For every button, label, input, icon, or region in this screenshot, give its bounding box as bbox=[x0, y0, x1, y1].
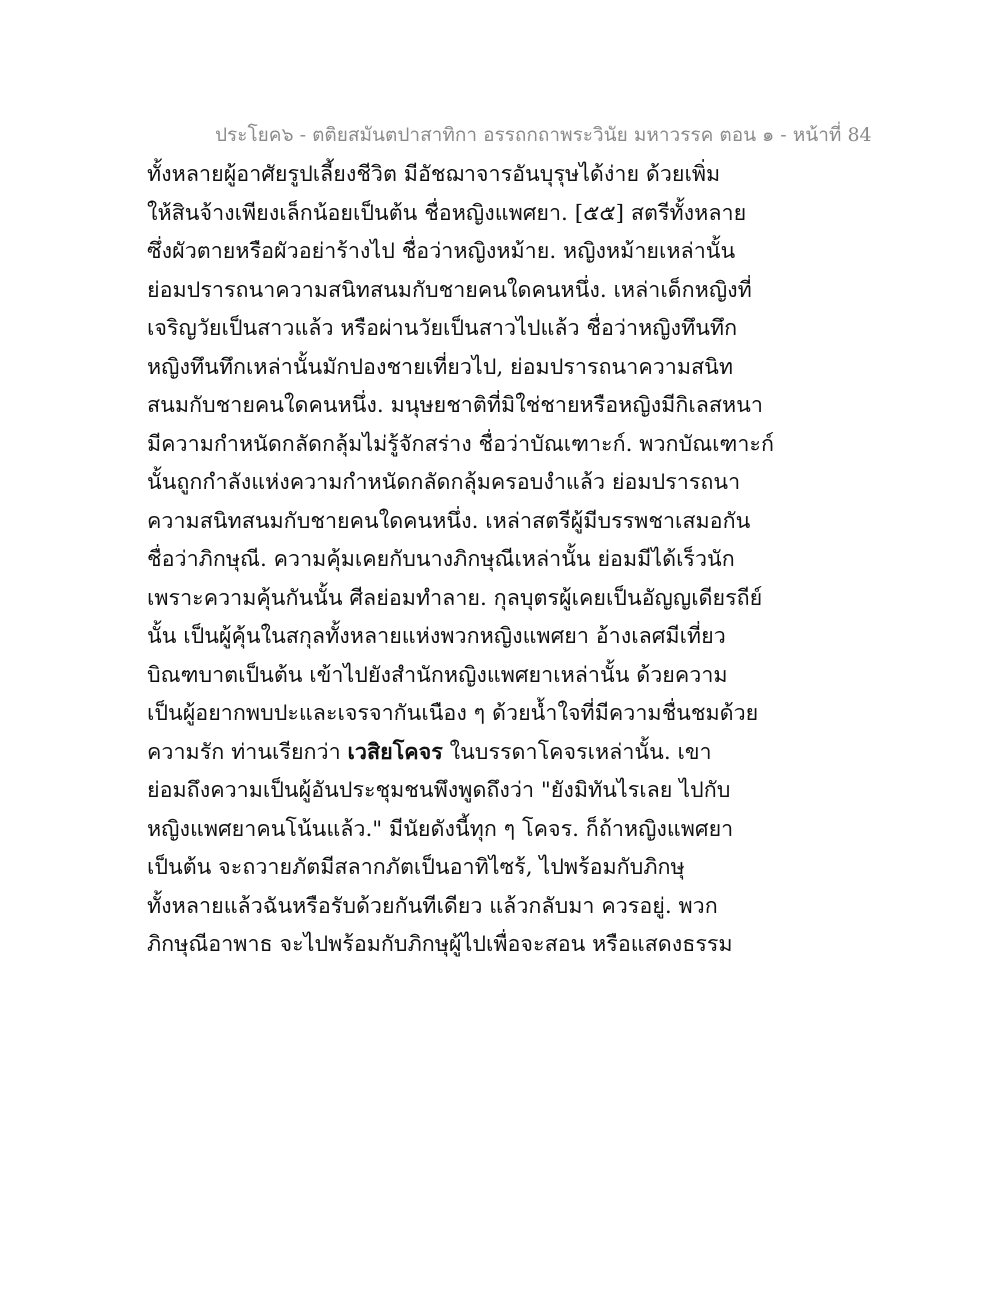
text-line: ทั้งหลายผู้อาศัยรูปเลี้ยงชีวิต มีอัชฌาจารอันบุรุษได้ง่าย ด้วยเพิ่ม bbox=[147, 162, 721, 187]
text-line: ย่อมปรารถนาความสนิทสนมกับชายคนใดคนหนึ่ง. เหล่าเด็กหญิงที่ bbox=[147, 277, 752, 303]
text-line: ซึ่งผัวตายหรือผัวอย่าร้างไป ชื่อว่าหญิงหม้าย. หญิงหม้ายเหล่านั้น bbox=[147, 239, 736, 264]
text-line: หญิงแพศยาคนโน้นแล้ว." มีนัยดังนี้ทุก ๆ โคจร. ก็ถ้าหญิงแพศยา bbox=[147, 816, 734, 842]
line-text-before: ความรัก ท่านเรียกว่า bbox=[147, 739, 348, 765]
text-line: บิณฑบาตเป็นต้น เข้าไปยังสำนักหญิงแพศยาเหล่านั้น ด้วยความ bbox=[147, 662, 728, 688]
text-line: ความสนิทสนมกับชายคนใดคนหนึ่ง. เหล่าสตรีผู้มีบรรพชาเสมอกัน bbox=[147, 508, 751, 534]
text-line: ชื่อว่าภิกษุณี. ความคุ้มเคยกับนางภิกษุณีเหล่านั้น ย่อมมีได้เร็วนัก bbox=[147, 547, 735, 572]
text-line: ภิกษุณีอาพาธ จะไปพร้อมกับภิกษุผู้ไปเพื่อจะสอน หรือแสดงธรรม bbox=[147, 932, 733, 957]
running-header: ประโยค๖ - ตติยสมันตปาสาทิกา อรรถกถาพระวินัย มหาวรรค ตอน ๑ - หน้าที่ 84 bbox=[215, 124, 872, 146]
bold-term: เวสิยโคจร bbox=[347, 739, 443, 765]
text-line: เพราะความคุ้นกันนั้น ศีลย่อมทำลาย. กุลบุตรผู้เคยเป็นอัญญเดียรถีย์ bbox=[147, 585, 763, 611]
body-text bbox=[147, 156, 774, 965]
text-line: สนมกับชายคนใดคนหนึ่ง. มนุษยชาติที่มิใช่ชายหรือหญิงมีกิเลสหนา bbox=[147, 393, 763, 418]
text-line-with-term bbox=[147, 734, 712, 773]
text-line: เป็นผู้อยากพบปะและเจรจากันเนือง ๆ ด้วยน้ำใจที่มีความชื่นชมด้วย bbox=[147, 701, 759, 726]
text-line: ให้สินจ้างเพียงเล็กน้อยเป็นต้น ชื่อหญิงแพศยา. [๕๕] สตรีทั้งหลาย bbox=[147, 200, 747, 226]
text-line: เป็นต้น จะถวายภัตมีสลากภัตเป็นอาทิไซร้, ไปพร้อมกับภิกษุ bbox=[147, 855, 685, 880]
text-line: นั้น เป็นผู้คุ้นในสกุลทั้งหลายแห่งพวกหญิงแพศยา อ้างเลศมีเที่ยว bbox=[147, 624, 726, 649]
text-line: เจริญวัยเป็นสาวแล้ว หรือผ่านวัยเป็นสาวไปแล้ว ชื่อว่าหญิงทึนทึก bbox=[147, 316, 738, 341]
text-line: ทั้งหลายแล้วฉันหรือรับด้วยกันทีเดียว แล้วกลับมา ควรอยู่. พวก bbox=[147, 893, 718, 919]
text-line: ย่อมถึงความเป็นผู้อันประชุมชนพึงพูดถึงว่า "ยังมิทันไรเลย ไปกับ bbox=[147, 778, 731, 803]
text-line: นั้นถูกกำลังแห่งความกำหนัดกลัดกลุ้มครอบงำแล้ว ย่อมปรารถนา bbox=[147, 470, 741, 495]
text-line: มีความกำหนัดกลัดกลุ้มไม่รู้จักสร่าง ชื่อว่าบัณเฑาะก์. พวกบัณเฑาะก์ bbox=[147, 431, 774, 457]
line-text-after: ในบรรดาโคจรเหล่านั้น. เขา bbox=[442, 739, 712, 765]
text-line: หญิงทึนทึกเหล่านั้นมักปองชายเที่ยวไป, ย่อมปรารถนาความสนิท bbox=[147, 354, 734, 380]
